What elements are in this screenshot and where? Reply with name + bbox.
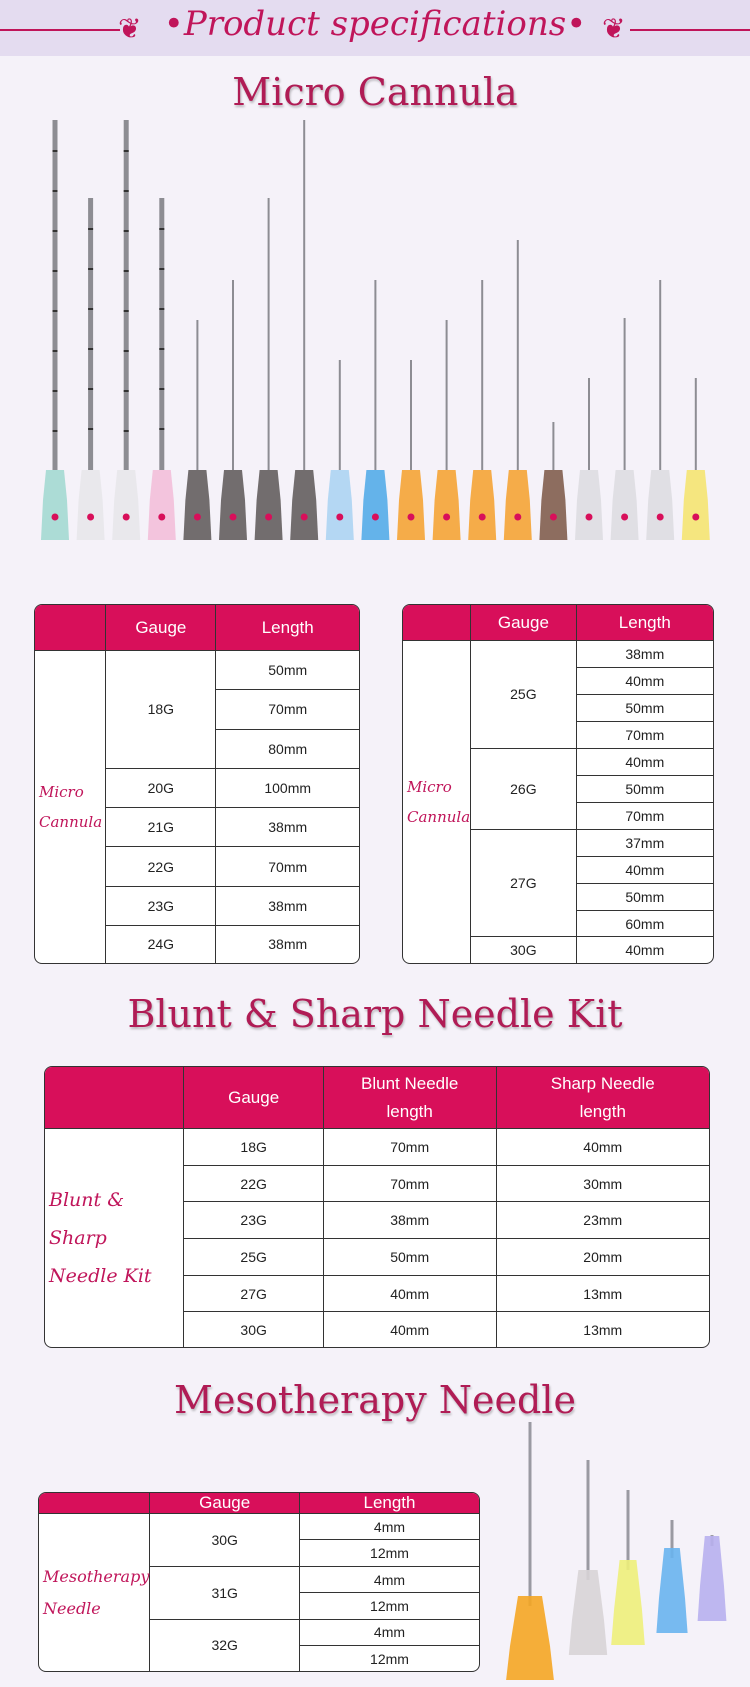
cannula-3: [112, 120, 140, 540]
gauge-cell: 22G: [184, 1166, 323, 1203]
gauge-cell: 30G: [184, 1312, 323, 1347]
blunt-sharp-table: [44, 1066, 710, 1348]
mesotherapy-table: [38, 1492, 480, 1672]
cannula-12: [433, 320, 461, 540]
length-cell: 40mm: [577, 857, 713, 884]
header-blunt-line: Blunt Needle: [361, 1073, 459, 1093]
length-cell: 37mm: [577, 830, 713, 857]
category-cell: [403, 641, 471, 963]
length-cell: 4mm: [300, 1620, 479, 1646]
header-empty: [35, 605, 106, 651]
length-cell: 70mm: [216, 690, 359, 729]
length-cell: 38mm: [268, 936, 308, 953]
mesotherapy-needle-5: [698, 1535, 727, 1621]
micro-cannula-table-2: [402, 604, 714, 964]
gauge-cell: 27G: [471, 830, 576, 938]
blunt-cell: 70mm: [324, 1166, 497, 1203]
length-cell: 50mm: [577, 695, 713, 722]
category-label: Micro: [39, 783, 84, 801]
table-row: [39, 1514, 479, 1540]
mesotherapy-needles-photo: [500, 1420, 740, 1680]
header-length: Length: [577, 605, 713, 641]
header-empty: [39, 1493, 150, 1514]
category-cell: [45, 1129, 184, 1347]
category-label: Needle: [43, 1598, 101, 1618]
header-row: [403, 605, 713, 641]
length-cell: 12mm: [370, 1650, 409, 1667]
blunt-cell: 50mm: [324, 1239, 497, 1276]
table-row: [403, 641, 713, 668]
length-cell: 70mm: [577, 722, 713, 749]
section-title-blunt-sharp: Blunt & Sharp Needle Kit: [127, 992, 623, 1036]
length-cell: 100mm: [216, 769, 359, 808]
length-cell: 38mm: [577, 641, 713, 668]
mesotherapy-needle-1: [506, 1422, 554, 1680]
gauge-cell: 24G: [106, 926, 216, 963]
length-cell: 40mm: [577, 668, 713, 695]
header-empty: [403, 605, 471, 641]
category-cell: [39, 1514, 150, 1671]
length-cell: 50mm: [216, 651, 359, 690]
cannula-18: [646, 280, 674, 540]
header-sharp-line: length: [579, 1101, 626, 1121]
length-cell: 12mm: [300, 1593, 479, 1619]
category-label: Needle Kit: [49, 1265, 152, 1287]
sharp-cell: 13mm: [583, 1321, 623, 1338]
gauge-cell: 21G: [106, 808, 216, 847]
gauge-cell: 30G: [150, 1514, 300, 1567]
gauge-cell: 18G: [106, 651, 216, 769]
page-title: [0, 4, 750, 44]
header-blunt: [324, 1067, 497, 1129]
header-sharp-line: Sharp Needle: [550, 1073, 655, 1093]
gauge-cell: 23G: [184, 1202, 323, 1239]
table-row: [45, 1129, 709, 1166]
ornament-left-icon: ❦: [118, 13, 142, 44]
cannula-11: [397, 360, 425, 540]
category-label: Cannula: [39, 813, 103, 831]
ornament-right-icon: ❦: [602, 13, 626, 44]
cannula-5: [183, 320, 211, 540]
header-row: [45, 1067, 709, 1129]
blunt-cell: 40mm: [324, 1312, 497, 1347]
mesotherapy-needle-2: [569, 1460, 607, 1655]
gauge-cell: 32G: [150, 1620, 300, 1671]
blunt-cell: 40mm: [324, 1276, 497, 1313]
header-gauge: Gauge: [471, 605, 576, 641]
header-gauge: Gauge: [150, 1493, 300, 1514]
header-blunt-line: length: [386, 1101, 433, 1121]
category-label: Cannula: [407, 808, 471, 826]
header-length: Length: [216, 605, 359, 651]
blunt-cell: 70mm: [324, 1129, 497, 1166]
cannula-10: [361, 280, 389, 540]
header-row: [39, 1493, 479, 1514]
cannula-8: [290, 120, 318, 540]
length-cell: 38mm: [216, 808, 359, 847]
gauge-cell: 26G: [471, 749, 576, 830]
length-cell: 80mm: [216, 730, 359, 769]
cannula-15: [539, 422, 567, 540]
cannula-13: [468, 280, 496, 540]
header-empty: [45, 1067, 184, 1129]
header-gauge: Gauge: [106, 605, 216, 651]
micro-cannula-table-1: [34, 604, 360, 964]
length-cell: 4mm: [300, 1567, 479, 1593]
cannula-16: [575, 378, 603, 540]
mesotherapy-needle-4: [656, 1520, 687, 1633]
section-title-mesotherapy: Mesotherapy Needle: [174, 1378, 576, 1422]
length-cell: 50mm: [577, 884, 713, 911]
length-cell: 12mm: [300, 1540, 479, 1566]
cannula-17: [611, 318, 639, 540]
bullet-icon: •: [566, 4, 587, 44]
gauge-cell: 23G: [106, 887, 216, 926]
header-gauge: Gauge: [184, 1067, 323, 1129]
cannula-7: [255, 198, 283, 540]
cannula-6: [219, 280, 247, 540]
category-cell: [35, 651, 106, 963]
gauge-cell: 22G: [106, 847, 216, 886]
section-title-micro-cannula: Micro Cannula: [232, 70, 518, 114]
sharp-cell: 20mm: [497, 1239, 710, 1276]
category-label: Blunt & Sharp: [49, 1189, 125, 1249]
gauge-cell: 18G: [184, 1129, 323, 1166]
length-cell: 70mm: [577, 803, 713, 830]
length-cell: 40mm: [577, 749, 713, 776]
gauge-cell: 30G: [471, 937, 576, 963]
length-cell: 60mm: [577, 911, 713, 938]
cannula-9: [326, 360, 354, 540]
cannula-4: [148, 198, 176, 540]
length-cell: 38mm: [216, 887, 359, 926]
length-cell: 4mm: [300, 1514, 479, 1540]
blunt-cell: 38mm: [324, 1202, 497, 1239]
header-banner: [0, 0, 750, 56]
gauge-cell: 25G: [471, 641, 576, 749]
sharp-cell: 30mm: [497, 1166, 710, 1203]
mesotherapy-needle-3: [611, 1490, 645, 1645]
gauge-cell: 25G: [184, 1239, 323, 1276]
gauge-cell: 20G: [106, 769, 216, 808]
header-sharp: [497, 1067, 710, 1129]
cannula-2: [77, 198, 105, 540]
page-title-text: Product specifications: [183, 4, 567, 44]
header-length: Length: [300, 1493, 479, 1514]
micro-cannula-photo: [0, 110, 750, 590]
gauge-cell: 31G: [150, 1567, 300, 1620]
cannula-1: [41, 120, 69, 540]
length-cell: 40mm: [625, 942, 665, 959]
cannula-19: [682, 378, 710, 540]
bullet-icon: •: [163, 4, 184, 44]
cannula-14: [504, 240, 532, 540]
category-label: Mesotherapy: [43, 1566, 150, 1586]
sharp-cell: 23mm: [497, 1202, 710, 1239]
table-row: [35, 651, 359, 690]
sharp-cell: 13mm: [497, 1276, 710, 1313]
length-cell: 50mm: [577, 776, 713, 803]
length-cell: 70mm: [216, 847, 359, 886]
header-row: [35, 605, 359, 651]
category-label: Micro: [407, 778, 452, 796]
sharp-cell: 40mm: [497, 1129, 710, 1166]
gauge-cell: 27G: [184, 1276, 323, 1313]
